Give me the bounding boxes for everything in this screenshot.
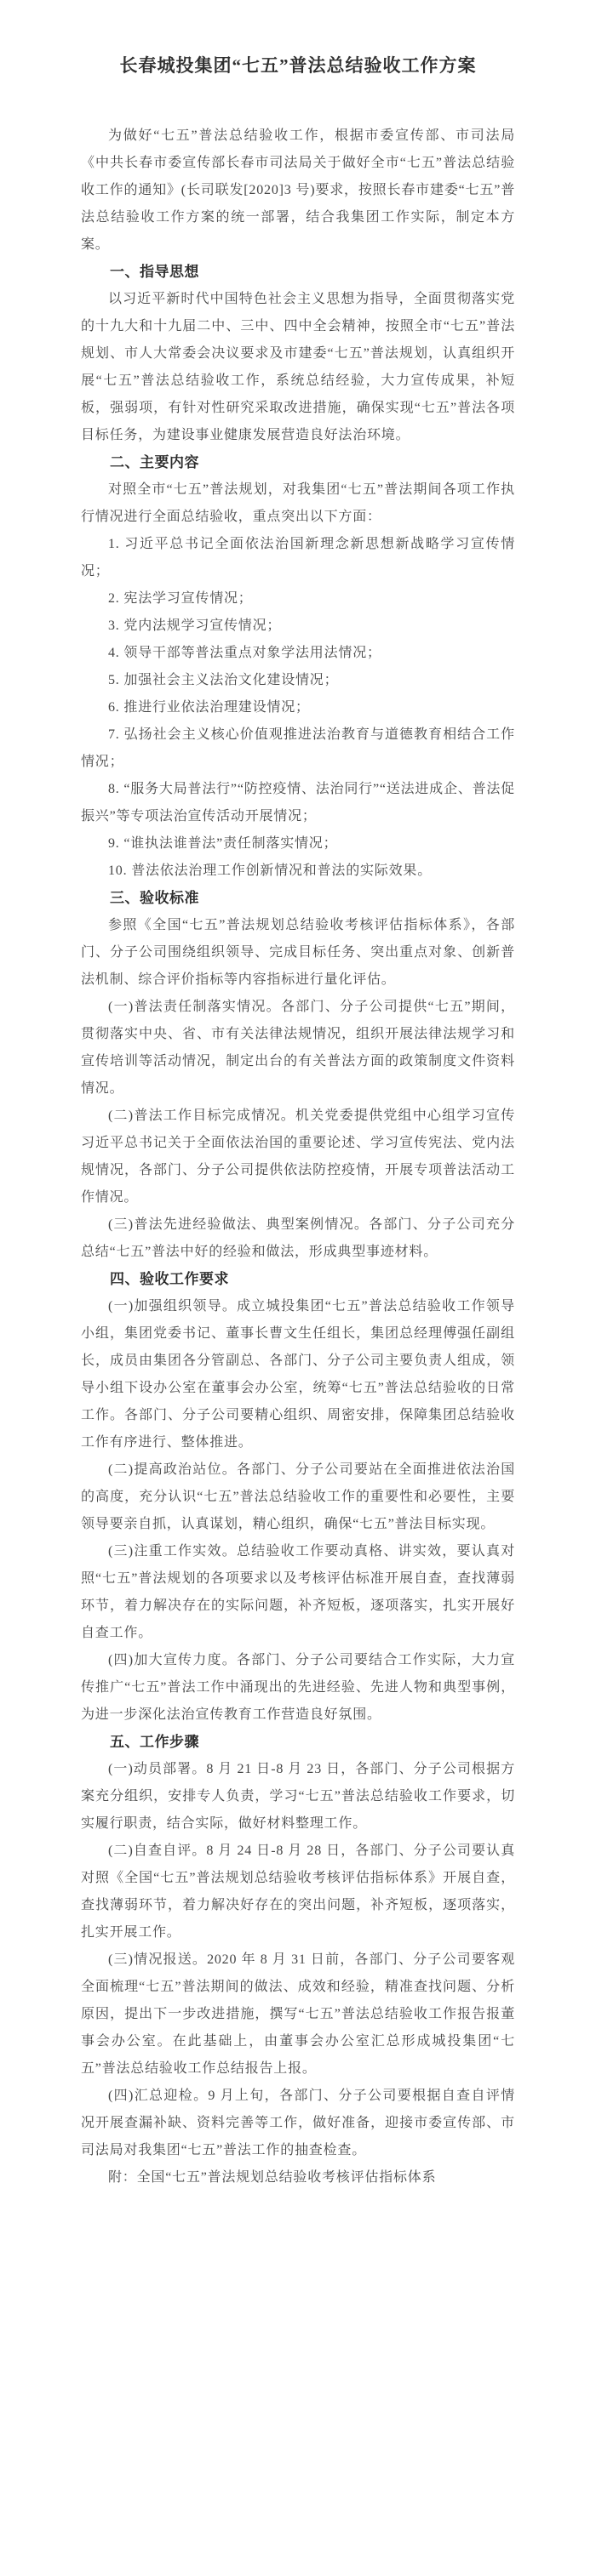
paragraph: (二)普法工作目标完成情况。机关党委提供党组中心组学习宣传习近平总书记关于全面依法治国的重要论述、学习宣传宪法、党内法规情况，各部门、分子公司提供依法防控疫情，开展专项普法活动工作情况。 [81,1108,515,1205]
paragraph: 8. “服务大局普法行”“防控疫情、法治同行”“送法进成企、普法促振兴”等专项法治宣传活动开展情况； [81,782,515,824]
section-heading: 三、验收标准 [110,890,199,906]
paragraph: (一)加强组织领导。成立城投集团“七五”普法总结验收工作领导小组，集团党委书记、董事长曹文生任组长，集团总经理傅强任副组长，成员由集团各分管副总、各部门、分子公司主要负责人组成，领导小组下设办公室在董事会办公室，统筹“七五”普法总结验收的日常工作。各部门、分子公司要精心组织、周密安排，保障集团总结验收工作有序进行、整体推进。 [81,1299,515,1450]
document-sections [81,259,515,2164]
paragraph: (四)汇总迎检。9 月上旬，各部门、分子公司要根据自查自评情况开展查漏补缺、资料完善等工作，做好准备，迎接市委宣传部、市司法局对我集团“七五”普法工作的抽查检查。 [81,2089,515,2157]
paragraph: 对照全市“七五”普法规划，对我集团“七五”普法期间各项工作执行情况进行全面总结验收，重点突出以下方面： [81,482,515,524]
paragraph: 10. 普法依法治理工作创新情况和普法的实际效果。 [108,863,433,878]
paragraph: (二)自查自评。8 月 24 日-8 月 28 日，各部门、分子公司要认真对照《全国“七五”普法规划总结验收考核评估指标体系》开展自查，查找薄弱环节，着力解决好存在的突出问题，补齐短板，逐项落实，扎实开展工作。 [81,1844,515,1940]
paragraph: 2. 宪法学习宣传情况； [108,591,253,606]
paragraph: 7. 弘扬社会主义核心价值观推进法治教育与道德教育相结合工作情况； [81,727,515,769]
paragraph: (一)动员部署。8 月 21 日-8 月 23 日，各部门、分子公司根据方案充分组织，安排专人负责，学习“七五”普法总结验收工作要求，切实履行职责，结合实际，做好材料整理工作。 [81,1762,515,1831]
document-title: 长春城投集团“七五”普法总结验收工作方案 [119,55,477,76]
paragraph: 以习近平新时代中国特色社会主义思想为指导，全面贯彻落实党的十九大和十九届二中、三中、四中全会精神，按照全市“七五”普法规划、市人大常委会决议要求及市建委“七五”普法规划，认真组织开展“七五”普法总结验收工作，系统总结经验，大力宣传成果，补短板，强弱项，有针对性研究采取改进措施，确保实现“七五”普法各项目标任务，为建设事业健康发展营造良好法治环境。 [81,292,515,442]
section-heading: 五、工作步骤 [110,1734,199,1750]
paragraph: (三)注重工作实效。总结验收工作要动真格、讲实效，要认真对照“七五”普法规划的各项要求以及考核评估标准开展自查，查找薄弱环节，着力解决存在的实际问题，补齐短板，逐项落实，扎实开展好自查工作。 [81,1544,515,1640]
paragraph: (三)普法先进经验做法、典型案例情况。各部门、分子公司充分总结“七五”普法中好的经验和做法，形成典型事迹材料。 [81,1217,515,1259]
paragraph: (三)情况报送。2020 年 8 月 31 日前，各部门、分子公司要客观全面梳理“七五”普法期间的做法、成效和经验，精准查找问题、分析原因，提出下一步改进措施，撰写“七五”普法总结验收工作报告报董事会办公室。在此基础上，由董事会办公室汇总形成城投集团“七五”普法总结验收工作总结报告上报。 [81,1952,515,2076]
section-heading: 一、指导思想 [110,264,199,280]
paragraph: (二)提高政治站位。各部门、分子公司要站在全面推进依法治国的高度，充分认识“七五”普法总结验收工作的重要性和必要性，主要领导要亲自抓，认真谋划，精心组织，确保“七五”普法目标实现。 [81,1462,515,1531]
paragraph: 1. 习近平总书记全面依法治国新理念新思想新战略学习宣传情况； [81,537,515,578]
attachment-line: 附：全国“七五”普法规划总结验收考核评估指标体系 [108,2170,437,2185]
paragraph: 4. 领导干部等普法重点对象学法用法情况； [108,646,381,660]
paragraph: 6. 推进行业依法治理建设情况； [108,700,310,715]
paragraph: 3. 党内法规学习宣传情况； [108,618,282,633]
paragraph: (一)普法责任制落实情况。各部门、分子公司提供“七五”期间，贯彻落实中央、省、市有关法律法规情况，组织开展法律法规学习和宣传培训等活动情况，制定出台的有关普法方面的政策制度文件资料情况。 [81,1000,515,1096]
section-heading: 四、验收工作要求 [110,1271,229,1287]
paragraph: 5. 加强社会主义法治文化建设情况； [108,673,339,687]
intro-paragraph: 为做好“七五”普法总结验收工作，根据市委宣传部、市司法局《中共长春市委宣传部长春市司法局关于做好全市“七五”普法总结验收工作的通知》(长司联发[2020]3 号)要求，按照长春市建委“七五”普法总结验收工作方案的统一部署，结合我集团工作实际，制定本方案。 [81,128,515,252]
section-heading: 二、主要内容 [110,454,199,470]
paragraph: 参照《全国“七五”普法规划总结验收考核评估指标体系》，各部门、分子公司围绕组织领导、完成目标任务、突出重点对象、创新普法机制、综合评价指标等内容指标进行量化评估。 [81,918,515,987]
paragraph: 9. “谁执法谁普法”责任制落实情况； [108,836,338,851]
paragraph: (四)加大宣传力度。各部门、分子公司要结合工作实际，大力宣传推广“七五”普法工作中涌现出的先进经验、先进人物和典型事例，为进一步深化法治宣传教育工作营造良好氛围。 [81,1653,515,1722]
